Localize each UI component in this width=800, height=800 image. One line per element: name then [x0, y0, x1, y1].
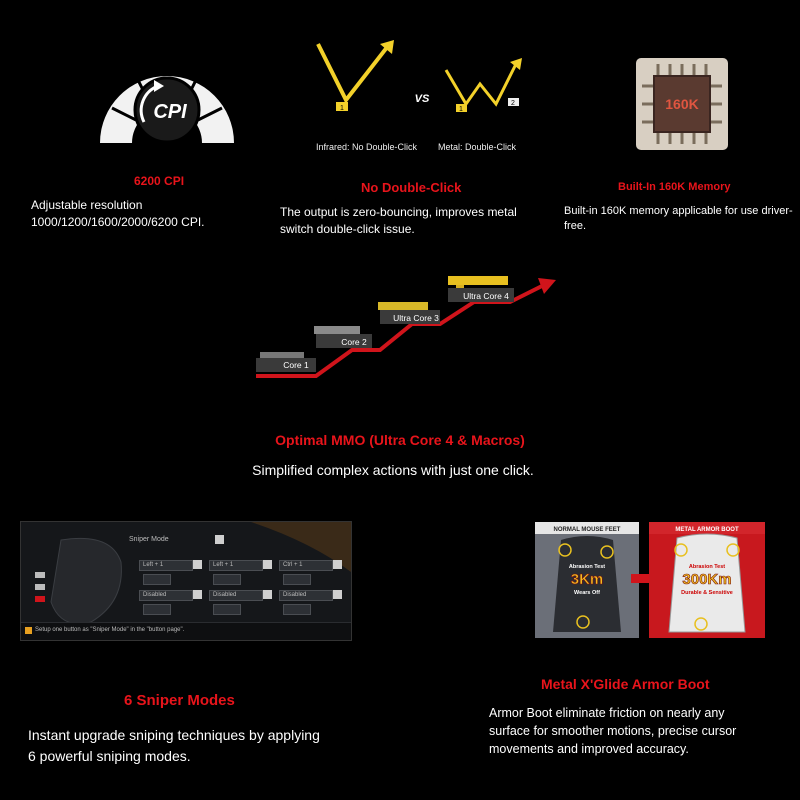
vs-label: VS [414, 93, 430, 105]
sniper-description-line: Instant upgrade sniping techniques by applying [28, 727, 320, 743]
sniper-settings-screenshot [20, 521, 352, 641]
memory-title: Built-In 160K Memory [618, 181, 731, 193]
sniper-row2-select-2 [263, 590, 272, 599]
warning-icon [25, 627, 32, 634]
memory-chip-graphic [636, 58, 728, 150]
metal-boot-label: METAL ARMOR BOOT [675, 527, 739, 533]
metal-abrasion-note: Durable & Sensitive [681, 590, 733, 596]
sniper-row1-value-1 [143, 574, 171, 585]
side-button-1 [35, 572, 45, 578]
sniper-row2-label-2: Disabled [213, 592, 237, 598]
mmo-description: Simplified complex actions with just one click. [252, 462, 534, 478]
sniper-row2-select-1 [193, 590, 202, 599]
sniper-description-line: 6 powerful sniping modes. [28, 748, 191, 764]
sniper-row1-label-2: Left + 1 [213, 562, 234, 568]
cpi-description-line: Adjustable resolution [31, 198, 143, 212]
metal-caption: Metal: Double-Click [438, 142, 517, 152]
sniper-row2-label-1: Disabled [143, 592, 167, 598]
cpi-description-line: 1000/1200/1600/2000/6200 CPI. [31, 215, 205, 229]
armor-description-line: surface for smoother motions, precise cursor [489, 724, 737, 738]
sniper-row1-label-3: Ctrl + 1 [283, 562, 303, 568]
normal-feet-label: NORMAL MOUSE FEET [553, 527, 621, 533]
sniper-panel-header: Sniper Mode [129, 536, 169, 543]
step-ultra-core-4: Ultra Core 4 [463, 291, 509, 301]
marker-2: 2 [511, 100, 515, 107]
normal-abrasion-note: Wears Off [574, 590, 600, 596]
marker-1: 1 [340, 105, 344, 112]
metal-abrasion-value: 300Km [682, 571, 732, 588]
normal-abrasion-test: Abrasion Test [568, 564, 606, 570]
memory-description [564, 204, 793, 234]
sniper-row1-label-1: Left + 1 [143, 562, 164, 568]
armor-description [489, 704, 736, 758]
infrared-caption: Infrared: No Double-Click [316, 142, 418, 152]
sniper-title: 6 Sniper Modes [124, 692, 235, 709]
double-click-description-line: switch double-click issue. [280, 222, 415, 236]
cpi-description [31, 197, 204, 231]
sniper-row2-value-2 [213, 604, 241, 615]
mmo-title: Optimal MMO (Ultra Core 4 & Macros) [275, 432, 525, 448]
step-ultra-core-3: Ultra Core 3 [393, 313, 439, 323]
sniper-row1-value-3 [283, 574, 311, 585]
sniper-row2-label-3: Disabled [283, 592, 307, 598]
sniper-row2-value-3 [283, 604, 311, 615]
metal-abrasion-test: Abrasion Test [688, 564, 726, 570]
sniper-row1-select-3 [333, 560, 342, 569]
memory-description-line: Built-in 160K memory applicable for use driver- [564, 205, 793, 217]
armor-boot-comparison [535, 522, 765, 638]
ultra-core-staircase [252, 268, 558, 380]
armor-description-line: Armor Boot eliminate friction on nearly any [489, 706, 725, 720]
sniper-row1-value-2 [213, 574, 241, 585]
memory-description-line: free. [564, 220, 587, 232]
sniper-row1-select-2 [263, 560, 272, 569]
normal-abrasion-value: 3Km [570, 571, 604, 588]
chip-label: 160K [665, 96, 699, 112]
double-click-title: No Double-Click [361, 180, 462, 195]
double-click-description-line: The output is zero-bouncing, improves metal [280, 205, 517, 219]
side-button-2 [35, 584, 45, 590]
double-click-description [280, 204, 517, 238]
cpi-gauge-graphic [92, 48, 242, 148]
sniper-mode-dropdown [215, 535, 224, 544]
sniper-row2-value-1 [143, 604, 171, 615]
sniper-description [28, 725, 320, 767]
double-click-comparison [310, 40, 530, 120]
armor-description-line: movements and improved accuracy. [489, 742, 689, 756]
sniper-row1-select-1 [193, 560, 202, 569]
sniper-footer-note: Setup one button as "Sniper Mode" in the "button page". [35, 627, 185, 633]
sniper-row2-select-3 [333, 590, 342, 599]
side-button-3 [35, 596, 45, 602]
step-core-1: Core 1 [283, 360, 309, 370]
cpi-title: 6200 CPI [134, 174, 185, 188]
cpi-badge: CPI [153, 101, 187, 123]
armor-title: Metal X'Glide Armor Boot [541, 676, 710, 692]
marker-1b: 1 [459, 106, 463, 113]
step-core-2: Core 2 [341, 337, 367, 347]
